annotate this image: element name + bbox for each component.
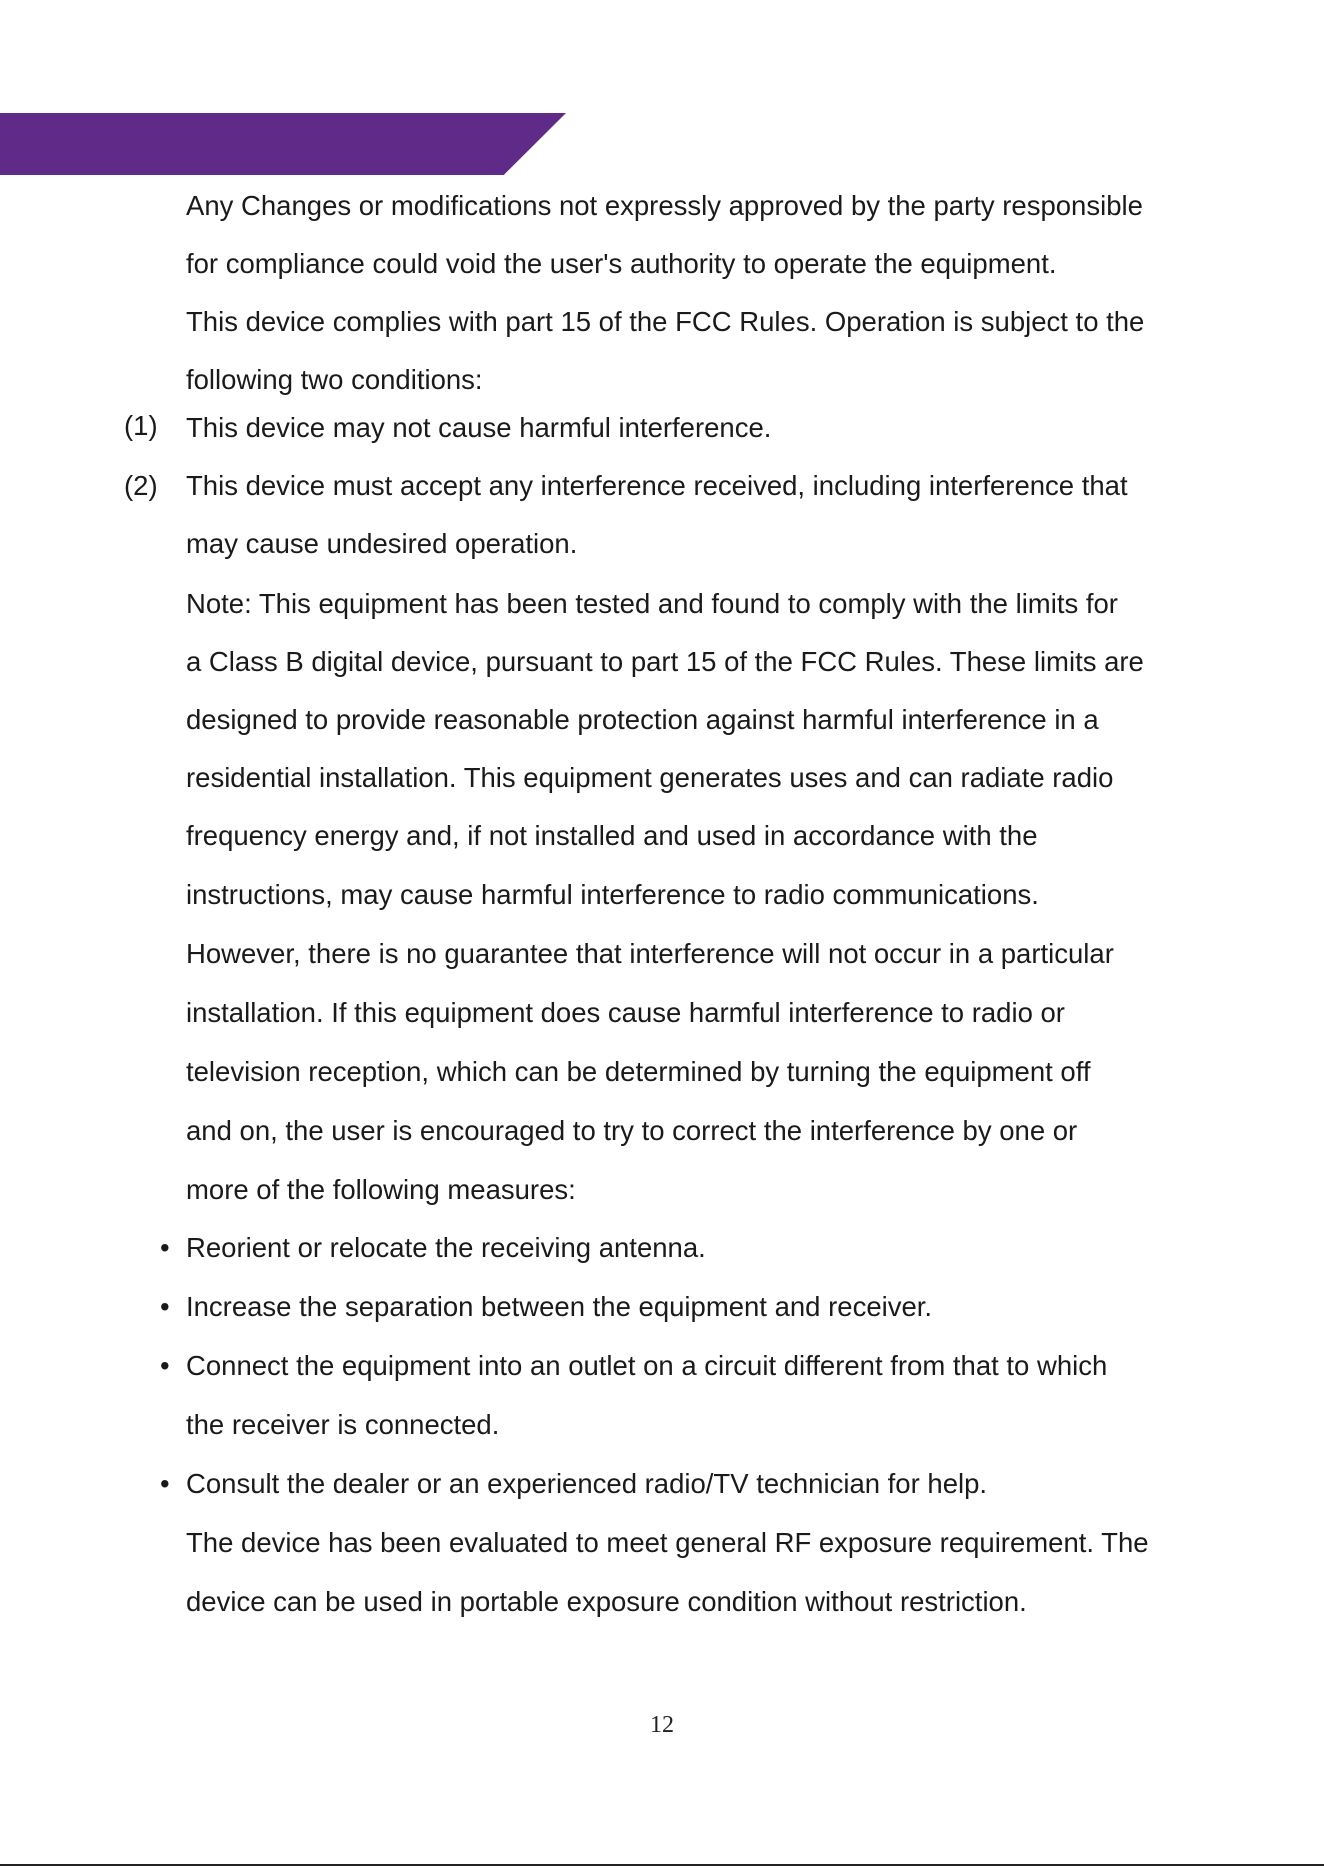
- bullet-line: Increase the separation between the equipment and receiver.: [186, 1291, 933, 1322]
- intro-line: Any Changes or modifications not expressly approved by the party responsible: [186, 190, 1143, 221]
- note-line: television reception, which can be determined by turning the equipment off: [186, 1056, 1091, 1087]
- bullet-marker: •: [160, 1468, 170, 1499]
- intro-line: This device complies with part 15 of the FCC Rules. Operation is subject to the: [186, 306, 1145, 337]
- note-line: frequency energy and, if not installed and used in accordance with the: [186, 820, 1038, 851]
- footer-rule: [0, 1864, 1324, 1866]
- note-line: However, there is no guarantee that interference will not occur in a particular: [186, 938, 1114, 969]
- note-line: designed to provide reasonable protection against harmful interference in a: [186, 704, 1099, 735]
- page-number: 12: [650, 1712, 674, 1738]
- rf-line: The device has been evaluated to meet general RF exposure requirement. The: [186, 1527, 1149, 1558]
- note-line: Note: This equipment has been tested and found to comply with the limits for: [186, 588, 1118, 619]
- note-line: installation. If this equipment does cause harmful interference to radio or: [186, 997, 1065, 1028]
- bullet-line: Reorient or relocate the receiving antenna.: [186, 1232, 706, 1263]
- note-line: instructions, may cause harmful interference to radio communications.: [186, 879, 1039, 910]
- bullet-line: Connect the equipment into an outlet on a circuit different from that to which: [186, 1350, 1108, 1381]
- note-line: a Class B digital device, pursuant to part 15 of the FCC Rules. These limits are: [186, 646, 1144, 677]
- bullet-marker: •: [160, 1232, 170, 1263]
- condition-line: may cause undesired operation.: [186, 528, 578, 559]
- bullet-line: Consult the dealer or an experienced radio/TV technician for help.: [186, 1468, 988, 1499]
- condition-line: This device may not cause harmful interference.: [186, 412, 772, 443]
- condition-marker: (2): [124, 470, 158, 501]
- rf-line: device can be used in portable exposure condition without restriction.: [186, 1586, 1027, 1617]
- intro-line: following two conditions:: [186, 364, 483, 395]
- condition-line: This device must accept any interference received, including interference that: [186, 470, 1128, 501]
- bullet-marker: •: [160, 1291, 170, 1322]
- note-line: and on, the user is encouraged to try to correct the interference by one or: [186, 1115, 1078, 1146]
- bullet-marker: •: [160, 1350, 170, 1381]
- condition-marker: (1): [124, 410, 158, 441]
- bullet-line: the receiver is connected.: [186, 1409, 500, 1440]
- note-line: residential installation. This equipment generates uses and can radiate radio: [186, 762, 1114, 793]
- header-banner: [0, 113, 566, 175]
- note-line: more of the following measures:: [186, 1174, 576, 1205]
- intro-line: for compliance could void the user's authority to operate the equipment.: [186, 248, 1057, 279]
